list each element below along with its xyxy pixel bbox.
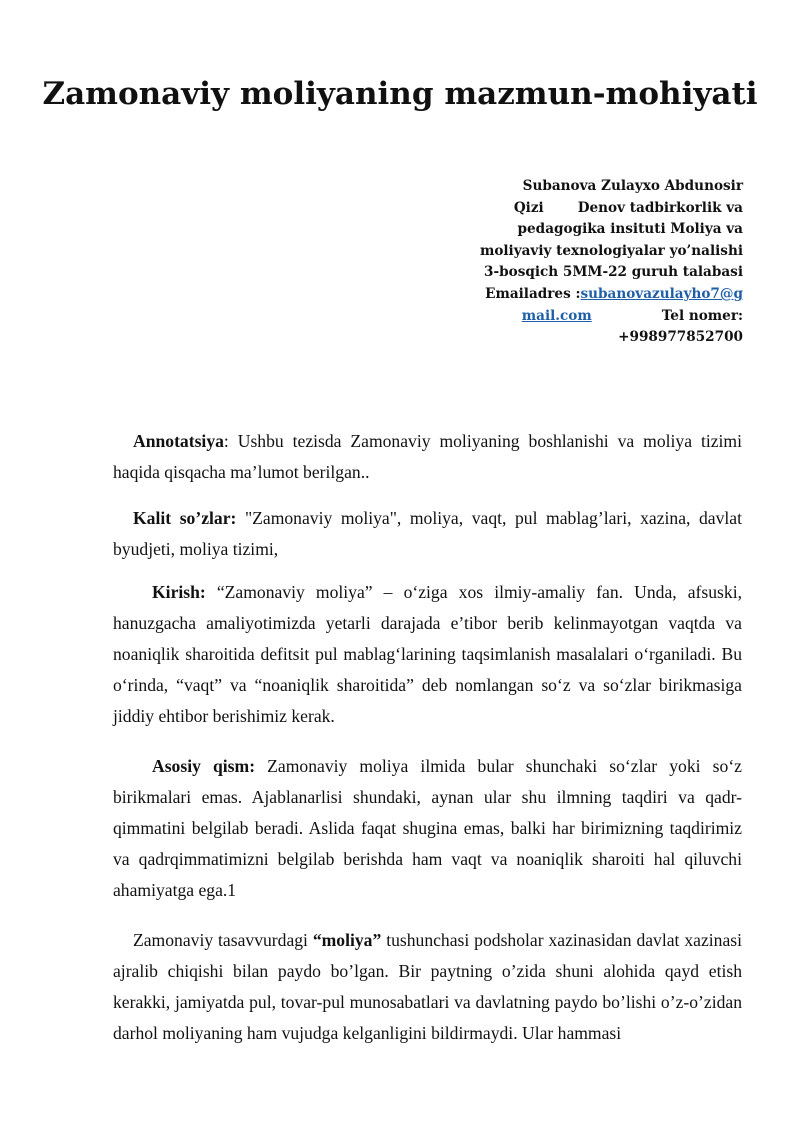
author-affiliation-3: moliyaviy texnologiyalar yo’nalishi (479, 242, 743, 259)
kirish-text: “Zamonaviy moliya” – o‘ziga xos ilmiy-amaliy fan. Unda, afsuski, hanuzgacha amaliyotimizda yetarli darajada e’tibor berib kelinmayotgan vaqtda va noaniqlik sharoitida defitsit pul mablag‘larining taqsimlanish masalalari o‘rganiladi. Bu o‘rinda, “vaqt” va “noaniqlik sharoitida” deb nomlangan so‘z va so‘zlar birikmasiga jiddiy ehtibor berishimiz kerak. (113, 582, 742, 726)
author-affiliation-1: Denov tadbirkorlik va (577, 199, 743, 216)
email-link-part-1[interactable]: subanovazulayho7@g (580, 285, 743, 302)
asosiy-text: Zamonaviy moliya ilmida bular shunchaki so‘zlar yoki so‘z birikmalari emas. Ajablanarlisi shundaki, aynan ular shu ilmning taqdiri va qadr-qimmatini belgilab beradi. Aslida faqat shugina emas, balki har birimizning taqdirimiz va qadrqimmatimizni belgilab berishda ham vaqt va noaniqlik sharoiti hal qiluvchi ahamiyatga ega.1 (113, 756, 742, 900)
asosiy-label: Asosiy qism: (152, 756, 256, 776)
author-block (470, 176, 743, 349)
author-tel-line (470, 306, 743, 328)
author-affiliation-line-1 (470, 198, 743, 220)
email-link-part-2[interactable]: mail.com (521, 307, 592, 324)
annotatsiya-paragraph (113, 426, 742, 488)
author-affiliation-4: 3-bosqich 5MM-22 guruh talabasi (484, 264, 743, 281)
annotatsiya-text: : Ushbu tezisda Zamonaviy moliyaning boshlanishi va moliya tizimi haqida qisqacha ma’lumot berilgan.. (113, 431, 742, 482)
author-email-line (470, 284, 743, 306)
document-title: Zamonaviy moliyaning mazmun-mohiyati (42, 76, 758, 112)
tel-label: Tel nomer: (661, 307, 743, 324)
para5-pre: Zamonaviy tasavvurdagi (133, 930, 313, 950)
paragraph-5 (113, 925, 742, 1049)
kalit-text: "Zamonaviy moliya", moliya, vaqt, pul mablag’lari, xazina, davlat byudjeti, moliya tizimi, (113, 508, 743, 559)
annotatsiya-label: Annotatsiya (133, 431, 224, 451)
email-label: Emailadres : (485, 285, 581, 302)
kirish-paragraph (113, 577, 742, 732)
author-name: Subanova Zulayxo Abdunosir (522, 178, 743, 194)
para5-post: tushunchasi podsholar xazinasidan davlat xazinasi ajralib chiqishi bilan paydo bo’lgan. Bir paytning o’zida shuni alohida qayd etish kerakki, jamiyatda pul, tovar-pul munosabatlari va davlatning paydo bo’lishi o’z-o’zidan darhol moliyaning ham vujudga kelganligini bildirmaydi. Ular hammasi (113, 930, 742, 1043)
kirish-label: Kirish: (152, 582, 206, 602)
author-affiliation-2: pedagogika insituti Moliya va (517, 221, 743, 238)
author-qizi: Qizi (513, 199, 544, 216)
asosiy-paragraph (113, 751, 742, 906)
moliya-term: “moliya” (312, 930, 382, 950)
kalit-paragraph (113, 503, 742, 565)
kalit-label: Kalit so’zlar: (133, 508, 237, 528)
author-tel: +998977852700 (618, 329, 743, 346)
